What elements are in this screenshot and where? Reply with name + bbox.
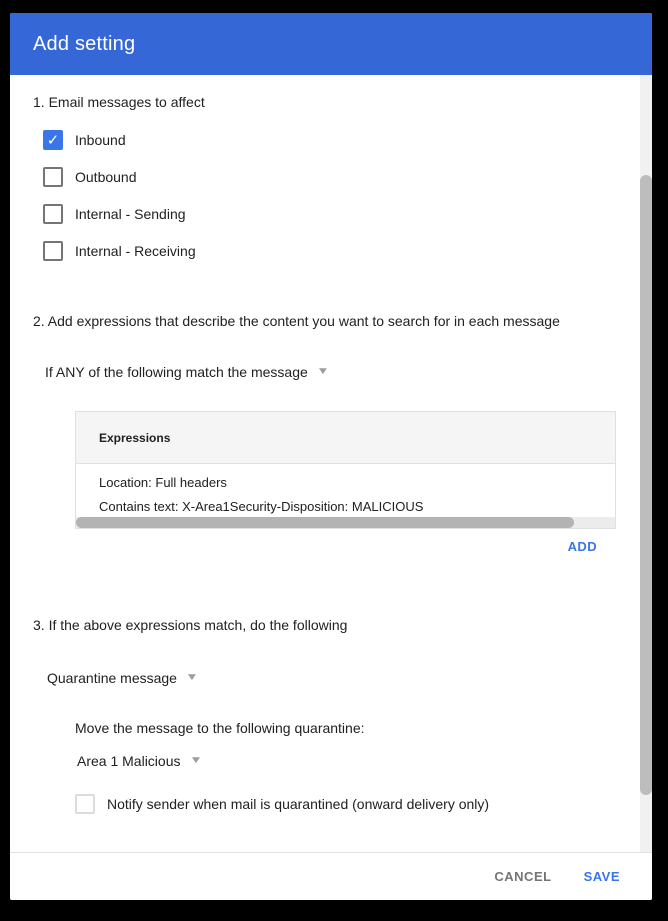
section-1-title: 1. Email messages to affect (33, 94, 205, 110)
chevron-down-icon: ▼ (188, 755, 203, 766)
vertical-scrollbar-track[interactable] (640, 75, 652, 852)
quarantine-dropdown[interactable] (77, 752, 203, 770)
outbound-checkbox[interactable] (43, 167, 63, 187)
outbound-checkbox-label: Outbound (75, 169, 137, 185)
section-3-title: 3. If the above expressions match, do the following (33, 617, 348, 633)
dialog-title: Add setting (33, 32, 136, 55)
expression-row[interactable]: Contains text: X-Area1Security-Disposition: MALICIOUS (99, 499, 424, 514)
notify-sender-checkbox-label: Notify sender when mail is quarantined (onward delivery only) (107, 796, 490, 812)
section-2-title: 2. Add expressions that describe the content you want to search for in each message (33, 313, 560, 329)
quarantine-dropdown-value: Area 1 Malicious (77, 753, 181, 769)
checkbox-row-outbound (43, 167, 137, 187)
match-type-dropdown[interactable] (45, 363, 328, 381)
expressions-table-body (76, 464, 615, 519)
action-dropdown-value: Quarantine message (47, 670, 177, 686)
checkbox-row-internal-sending (43, 204, 186, 224)
checkmark-icon: ✓ (46, 131, 60, 149)
internal-sending-checkbox-label: Internal - Sending (75, 206, 186, 222)
save-button[interactable]: SAVE (582, 863, 622, 890)
inbound-checkbox[interactable] (43, 130, 63, 150)
expression-row[interactable]: Location: Full headers (99, 475, 227, 490)
action-dropdown[interactable] (47, 669, 197, 687)
horizontal-scrollbar-track[interactable] (76, 517, 615, 528)
add-expression-button[interactable]: ADD (567, 539, 597, 554)
dialog-header (10, 13, 652, 75)
match-type-dropdown-value: If ANY of the following match the message (45, 364, 308, 380)
internal-receiving-checkbox[interactable] (43, 241, 63, 261)
quarantine-move-label: Move the message to the following quarantine: (75, 720, 365, 736)
internal-receiving-checkbox-label: Internal - Receiving (75, 243, 196, 259)
checkbox-row-internal-receiving (43, 241, 196, 261)
inbound-checkbox-label: Inbound (75, 132, 126, 148)
dialog-footer (10, 852, 652, 900)
vertical-scrollbar-thumb[interactable] (640, 175, 652, 795)
checkbox-row-notify-sender (75, 794, 489, 814)
checkbox-row-inbound (43, 130, 126, 150)
chevron-down-icon: ▼ (316, 366, 330, 377)
expressions-table-header: Expressions (76, 412, 615, 464)
add-setting-dialog (10, 13, 652, 900)
expressions-table (75, 411, 616, 529)
internal-sending-checkbox[interactable] (43, 204, 63, 224)
notify-sender-checkbox[interactable] (75, 794, 95, 814)
horizontal-scrollbar-thumb[interactable] (76, 517, 574, 528)
chevron-down-icon: ▼ (185, 672, 199, 683)
cancel-button[interactable]: CANCEL (492, 863, 553, 890)
